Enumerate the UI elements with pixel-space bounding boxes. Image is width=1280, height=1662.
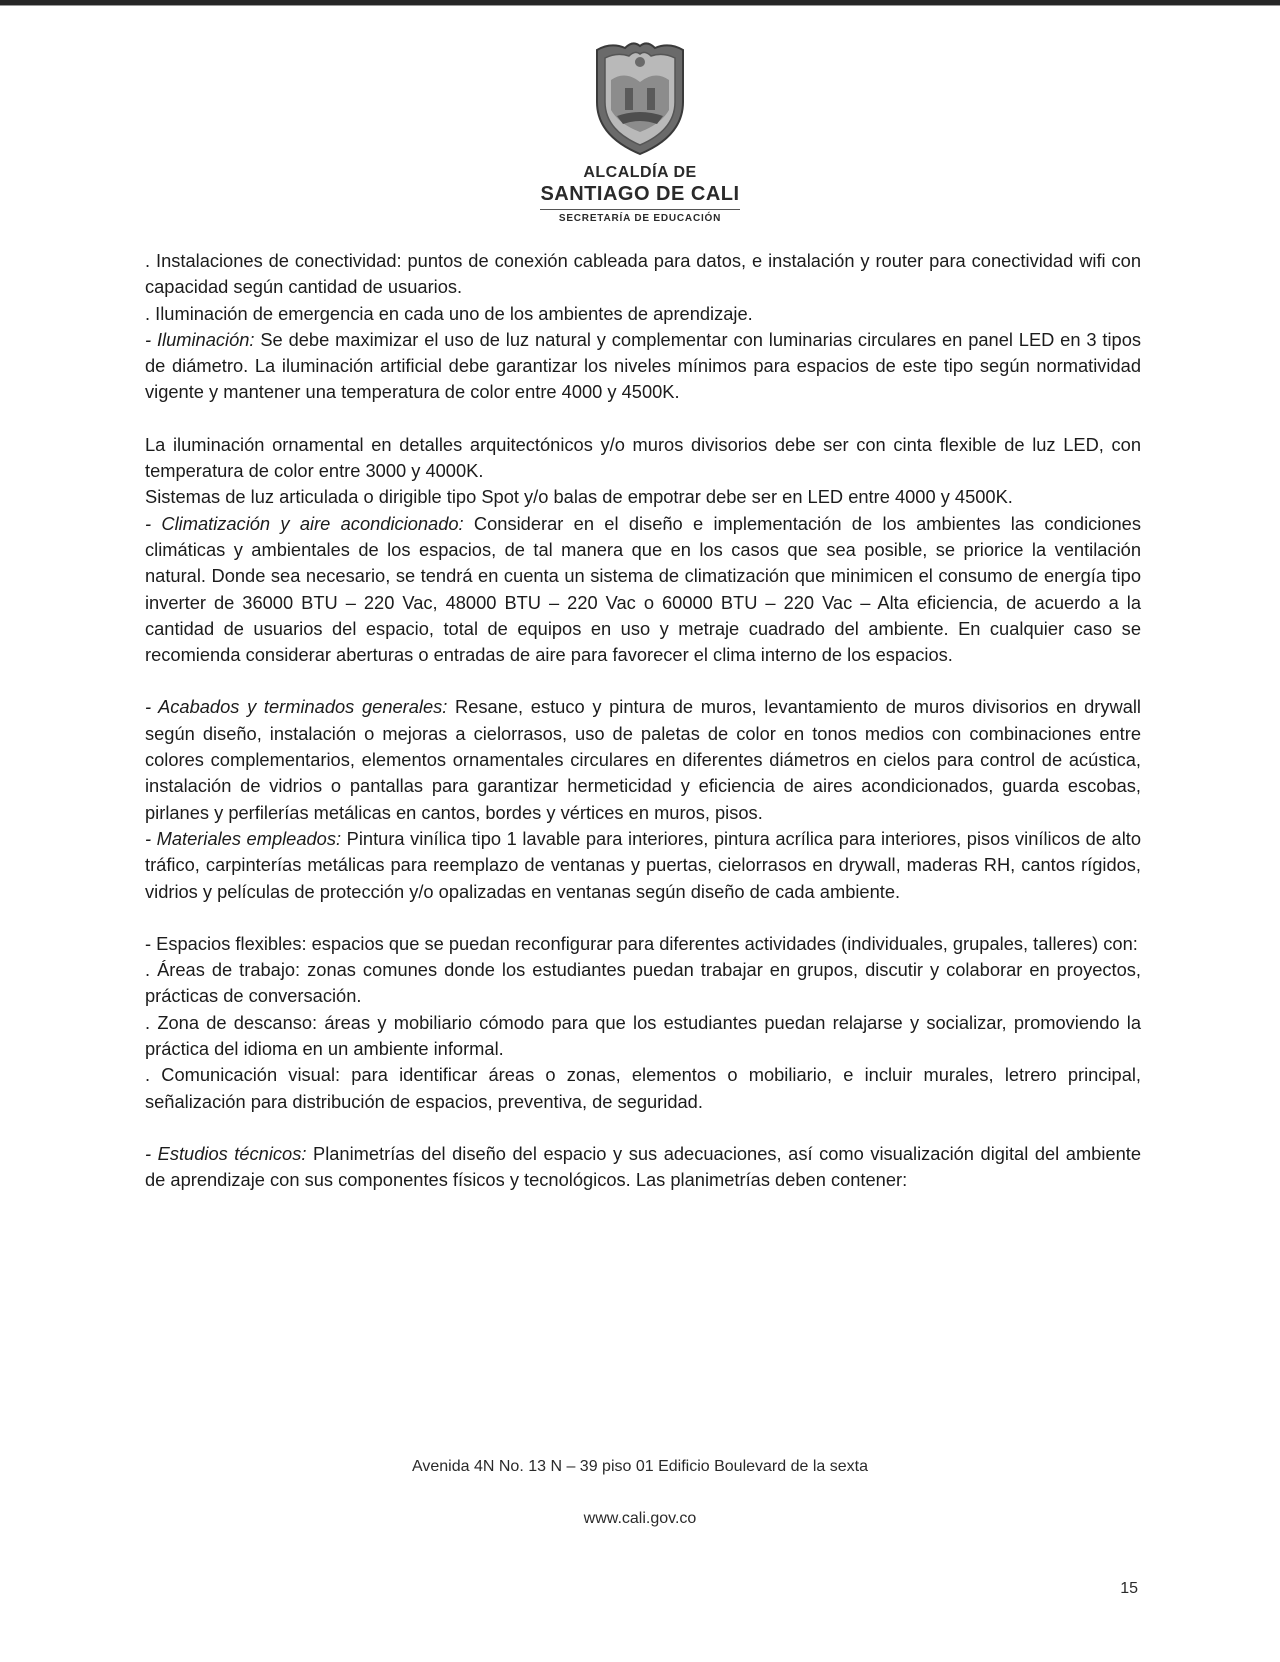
paragraph-text: Resane, estuco y pintura de muros, levantamiento de muros divisorios en drywall según diseño, instalación o mejoras a cielorrasos, uso de paletas de color en tonos medios con combinaciones entre colores complementarios, elementos ornamentales circulares en diferentes diámetros en cielos para control de acústica, instalación de vidrios o pantallas para garantizar hermeticidad y eficiencia de aires acondicionados, guarda escobas, pirlanes y perfilerías metálicas en cantos, bordes y vértices en muros, pisos.: [145, 696, 1141, 823]
paragraph-text: - Espacios flexibles: espacios que se puedan reconfigurar para diferentes actividades (individuales, grupales, talleres) con:: [145, 932, 1138, 954]
paragraph-text: . Zona de descanso: áreas y mobiliario cómodo para que los estudiantes puedan relajarse y socializar, promoviendo la práctica del idioma en un ambiente informal.: [145, 1011, 1141, 1060]
paragraph-text: Planimetrías del diseño del espacio y sus adecuaciones, así como visualización digital del ambiente de aprendizaje con sus componentes físicos y tecnológicos. Las planimetrías deben contener:: [145, 1142, 1141, 1191]
letterhead-line-1: ALCALDÍA DE: [583, 164, 697, 181]
paragraph-lead: - Materiales empleados:: [145, 827, 342, 849]
paragraph-climatizacion: [145, 511, 1141, 669]
coat-of-arms-logo: [591, 40, 689, 158]
paragraph-lead: - Climatización y aire acondicionado:: [145, 512, 464, 534]
paragraph-iluminacion-emergencia: [145, 301, 1141, 327]
paragraph-sistemas-luz: [145, 484, 1141, 510]
letterhead: [0, 40, 1280, 224]
paragraph-text: Considerar en el diseño e implementación de los ambientes las condiciones climáticas y ambientales de los espacios, de tal manera que en los casos que sea posible, se priorice la ventilación natural. Donde sea necesario, se tendrá en cuenta un sistema de climatización que minimicen el consumo de energía tipo inverter de 36000 BTU – 220 Vac, 48000 BTU – 220 Vac o 60000 BTU – 220 Vac – Alta eficiencia, de acuerdo a la cantidad de usuarios del espacio, total de equipos en uso y metraje cuadrado del ambiente. En cualquier caso se recomienda considerar aberturas o entradas de aire para favorecer el clima interno de los espacios.: [145, 512, 1141, 666]
paragraph-zona-descanso: [145, 1010, 1141, 1063]
document-body: [145, 248, 1141, 1194]
paragraph-conectividad: [145, 248, 1141, 301]
paragraph-text: . Iluminación de emergencia en cada uno de los ambientes de aprendizaje.: [145, 302, 753, 324]
page-number: 15: [1120, 1580, 1138, 1597]
paragraph-iluminacion: [145, 327, 1141, 406]
paragraph-text: . Áreas de trabajo: zonas comunes donde los estudiantes puedan trabajar en grupos, discutir y colaborar en proyectos, prácticas de conversación.: [145, 959, 1141, 1007]
paragraph-estudios-tecnicos: [145, 1141, 1141, 1194]
paragraph-text: Pintura vinílica tipo 1 lavable para interiores, pintura acrílica para interiores, pisos vinílicos de alto tráfico, carpinterías metálicas para reemplazo de ventanas y puertas, cielorrasos en drywall, maderas RH, cantos rígidos, vidrios y películas de protección y/o opalizadas en ventanas según diseño de cada ambiente.: [145, 827, 1141, 902]
paragraph-iluminacion-ornamental: [145, 432, 1141, 485]
paragraph-lead: - Acabados y terminados generales:: [145, 696, 448, 718]
window-top-bar-edge: [0, 5, 1280, 6]
paragraph-text: La iluminación ornamental en detalles arquitectónicos y/o muros divisorios debe ser con cinta flexible de luz LED, con temperatura de color entre 3000 y 4000K.: [145, 433, 1141, 482]
paragraph-text: . Instalaciones de conectividad: puntos de conexión cableada para datos, e instalación y router para conectividad wifi con capacidad según cantidad de usuarios.: [145, 250, 1141, 298]
paragraph-materiales: [145, 826, 1141, 905]
letterhead-line-2: SANTIAGO DE CALI: [540, 183, 740, 205]
paragraph-lead: - Estudios técnicos:: [145, 1142, 307, 1164]
footer-website: www.cali.gov.co: [583, 1510, 697, 1527]
paragraph-lead: - Iluminación:: [145, 328, 255, 350]
paragraph-text: . Comunicación visual: para identificar áreas o zonas, elementos o mobiliario, e incluir murales, letrero principal, señalización para distribución de espacios, preventiva, de seguridad.: [145, 1064, 1141, 1112]
paragraph-text: Sistemas de luz articulada o dirigible tipo Spot y/o balas de empotrar debe ser en LED entre 4000 y 4500K.: [145, 486, 1013, 508]
paragraph-acabados: [145, 694, 1141, 825]
letterhead-line-3: SECRETARÍA DE EDUCACIÓN: [558, 213, 722, 224]
paragraph-text: Se debe maximizar el uso de luz natural y complementar con luminarias circulares en panel LED en 3 tipos de diámetro. La iluminación artificial debe garantizar los niveles mínimos para espacios de este tipo según normatividad vigente y mantener una temperatura de color entre 4000 y 4500K.: [145, 328, 1142, 403]
footer-address: Avenida 4N No. 13 N – 39 piso 01 Edificio Boulevard de la sexta: [412, 1458, 868, 1475]
paragraph-comunicacion-visual: [145, 1062, 1141, 1115]
paragraph-areas-trabajo: [145, 957, 1141, 1010]
letterhead-divider: [540, 209, 740, 210]
paragraph-espacios-flexibles: [145, 931, 1141, 957]
